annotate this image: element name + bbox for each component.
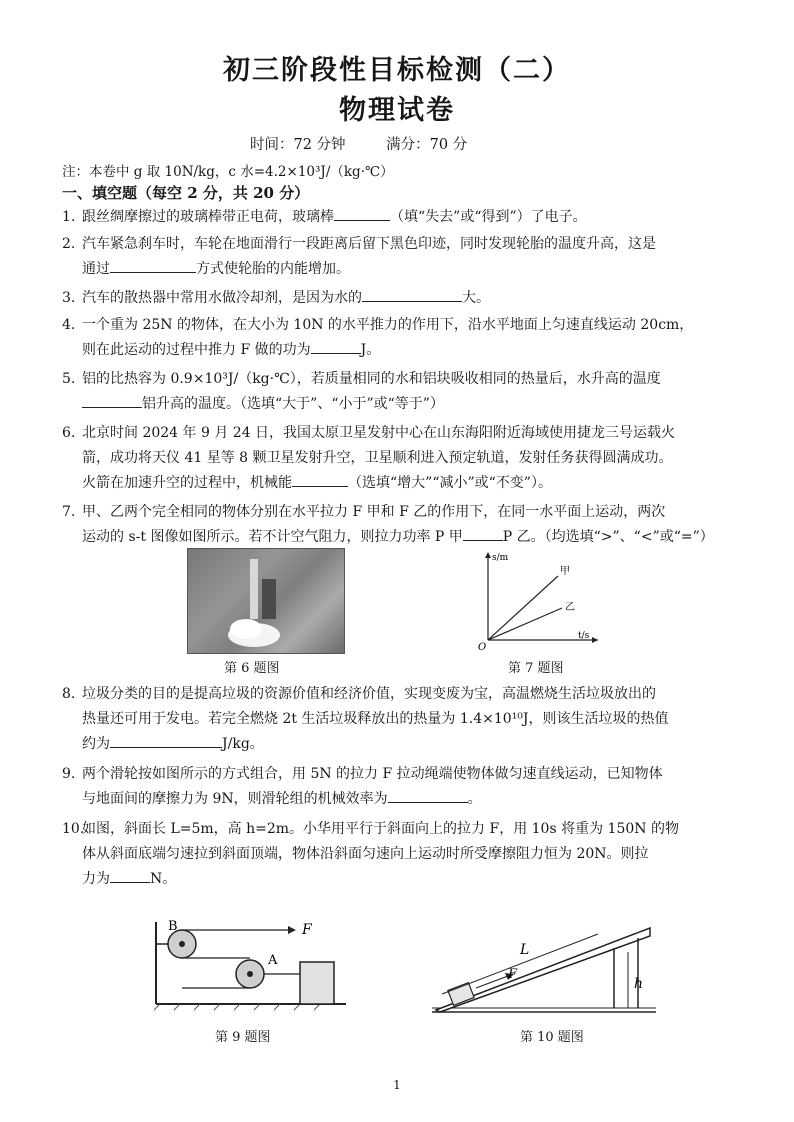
exam-note: 注：本卷中 g 取 10N/kg，c 水=4.2×10³J/（kg·℃） xyxy=(62,164,394,180)
series-label-yi: 乙 xyxy=(565,602,575,613)
answer-blank xyxy=(463,525,503,541)
incline-force-label: F xyxy=(508,967,518,982)
incline-diagram xyxy=(428,918,660,1022)
x-axis-label: t/s xyxy=(578,631,590,641)
section-heading: 一、填空题（每空 2 分，共 20 分） xyxy=(62,184,310,202)
question-2: 2. 汽车紧急刹车时，车轮在地面滑行一段距离后留下黑色印迹，同时发现轮胎的温度升高，这是 通过 方式使轮胎的内能增加。 xyxy=(62,236,656,277)
question-3: 3. 汽车的散热器中常用水做冷却剂，是因为水的 大。 xyxy=(62,286,742,311)
question-9: 9. 两个滑轮按如图所示的方式组合，用 5N 的拉力 F 拉动绳端使物体做匀速直线运动，已知物体 与地面间的摩擦力为 9N，则滑轮组的机械效率为 。 xyxy=(62,766,663,807)
line-jia xyxy=(488,576,558,640)
question-7: 7. 甲、乙两个完全相同的物体分别在水平拉力 F 甲和 F 乙的作用下，在同一水平面上运动，两次 运动的 s-t 图像如图所示。若不计空气阻力，则拉力功率 P 甲 P 乙。（均选填“>”、“<”或“=”） xyxy=(62,504,714,545)
figure-10-caption: 第 10 题图 xyxy=(520,1030,584,1045)
question-4: 4. 一个重为 25N 的物体，在大小为 10N 的水平推力的作用下，沿水平地面上匀速直线运动 20cm， 则在此运动的过程中推力 F 做的功为 J。 xyxy=(62,317,694,358)
exam-meta xyxy=(250,133,503,154)
question-8: 8. 垃圾分类的目的是提高垃圾的资源价值和经济价值，实现变废为宝，高温燃烧生活垃圾放出的 热量还可用于发电。若完全燃烧 2t 生活垃圾释放出的热量为 1.4×10¹⁰J，则该生活垃圾的热值 约为 J/kg。 xyxy=(62,686,669,752)
answer-blank xyxy=(292,471,348,487)
question-5: 5. 铝的比热容为 0.9×10³J/（kg·℃），若质量相同的水和铝块吸收相同的热量后，水升高的温度 铝升高的温度。（选填“大于”、“小于”或“等于”） xyxy=(62,371,661,412)
pulley-b-label: B xyxy=(168,919,178,934)
length-label: L xyxy=(520,942,530,958)
answer-blank xyxy=(362,286,462,302)
rocket-launch-image xyxy=(188,549,344,653)
pulley-a-label: A xyxy=(268,953,278,968)
figure-6-caption: 第 6 题图 xyxy=(224,661,280,676)
y-axis-arrow xyxy=(485,552,491,558)
figure-9-caption: 第 9 题图 xyxy=(215,1030,271,1045)
y-axis-label: s/m xyxy=(492,553,509,563)
line-yi xyxy=(488,608,562,640)
x-axis-arrow xyxy=(592,637,598,643)
origin-label: O xyxy=(478,642,487,652)
st-graph xyxy=(474,548,604,652)
exam-title: 初三阶段性目标检测（二） xyxy=(223,55,571,86)
series-label-jia: 甲 xyxy=(560,566,570,577)
question-10: 10.如图，斜面长 L=5m，高 h=2m。小华用平行于斜面向上的拉力 F，用 10s 将重为 150N 的物 体从斜面底端匀速拉到斜面顶端，物体沿斜面匀速向上运动时所受摩擦阻力恒为 20N。则拉 力为 N。 xyxy=(62,821,679,887)
answer-blank xyxy=(82,392,142,408)
answer-blank xyxy=(311,338,361,354)
exam-score: 满分：70 分 xyxy=(386,137,468,153)
answer-blank xyxy=(110,732,222,748)
force-label: F xyxy=(302,922,312,938)
pulley-diagram xyxy=(150,918,350,1022)
answer-blank xyxy=(388,787,468,803)
incline-block xyxy=(448,983,474,1006)
force-arrow xyxy=(288,926,296,934)
rocket-launch-photo xyxy=(187,548,345,654)
exam-subtitle: 物理试卷 xyxy=(339,95,455,126)
question-6: 6. 北京时间 2024 年 9 月 24 日，我国太原卫星发射中心在山东海阳附近海域使用捷龙三号运载火 箭，成功将天仪 41 星等 8 颗卫星发射升空，卫星顺利进入预定轨道，发射任务获得圆满成功。 火箭在加速升空的过程中，机械能 （选填“增大”“减小”或“不变”）。 xyxy=(62,425,676,491)
page-number: 1 xyxy=(393,1078,401,1092)
exam-time: 时间：72 分钟 xyxy=(250,137,346,153)
answer-blank xyxy=(110,867,150,883)
answer-blank xyxy=(110,257,196,273)
answer-blank xyxy=(334,205,390,221)
figure-7-caption: 第 7 题图 xyxy=(508,661,564,676)
height-label: h xyxy=(634,976,644,992)
question-1: 1. 跟丝绸摩擦过的玻璃棒带正电荷，玻璃棒 （填“失去”或“得到”）了电子。 xyxy=(62,205,742,230)
block xyxy=(300,962,334,1004)
